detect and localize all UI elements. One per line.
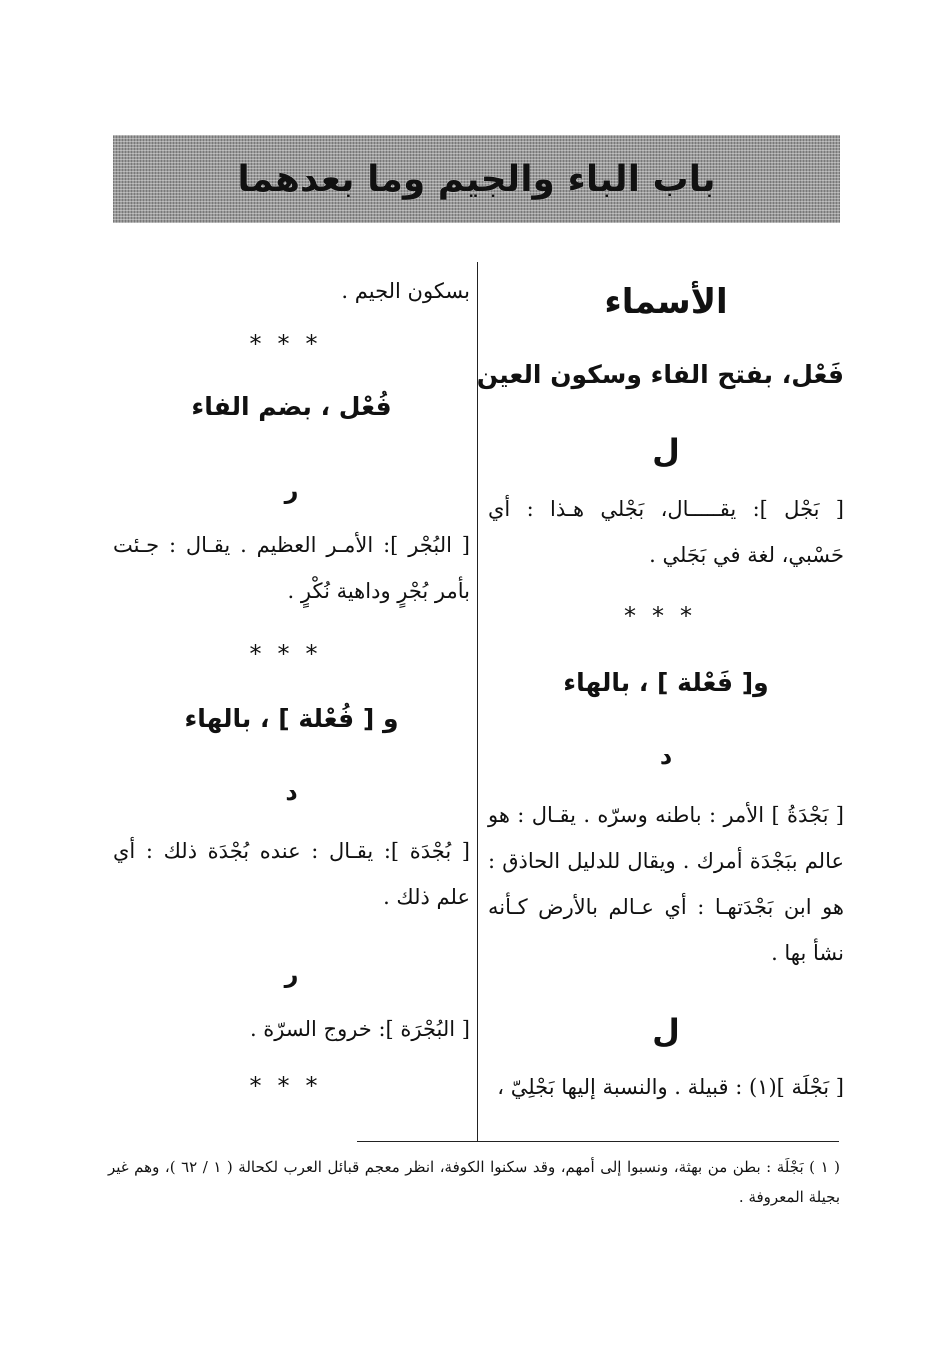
section-title: الأسماء: [604, 282, 728, 322]
letter-heading: ر: [284, 476, 299, 504]
separator-stars: ***: [249, 640, 334, 668]
pattern-heading: فَعْل، بفتح الفاء وسكون العين: [476, 360, 844, 389]
dictionary-entry: [ بُجْدَة ]: يقـال : عنده بُجْدَة ذلك : أي علم ذلك .: [113, 839, 470, 909]
pattern-heading: و [ فُعْلة ] ، بالهاء: [184, 704, 399, 733]
dictionary-entry: [ بَجْدَةُ ] الأمر : باطنه وسرّه . يقـال : هو عالم ببَجْدَة أمرك . ويقال للدليل الحاذق : هو ابن بَجْدَتهـا : أي عـالم بالأرض كـأنه نشأ بها .: [488, 803, 844, 965]
separator-stars: ***: [249, 1072, 334, 1100]
dictionary-entry: [ بَجْلَة ](١) : قبيلة . والنسبة إليها بَجْلِيّ ،: [497, 1075, 844, 1099]
dictionary-entry: [ بَجْل ]: يقـــــال، بَجْلي هـذا : أي حَسْبي، لغة في بَجَلي .: [488, 497, 844, 567]
letter-heading: ل: [652, 1012, 680, 1050]
separator-stars: ***: [249, 330, 334, 358]
continuation-text: بسكون الجيم .: [341, 279, 470, 303]
dictionary-entry: [ البُجْرَة ]: خروج السرّة .: [249, 1017, 470, 1041]
letter-heading: د: [659, 742, 673, 770]
pattern-heading: و[ فَعْلة ] ، بالهاء: [563, 668, 769, 697]
separator-stars: ***: [624, 602, 708, 630]
letter-heading: ل: [652, 432, 680, 470]
chapter-title: باب الباء والجيم وما بعدهما: [237, 158, 716, 200]
footnote: ( ١ ) بَجْلَة : بطن من بهثة، ونسبوا إلى أمهم، وقد سكنوا الكوفة، انظر معجم قبائل العرب لكحالة ( ١ / ٦٢ )، وهم غير بجيلة المعروفة .: [108, 1158, 841, 1206]
footnote-rule: [357, 1141, 839, 1142]
column-divider: [477, 262, 478, 1141]
dictionary-entry: [ البُجْر ]: الأمـر العظيم . يقـال : جـئت بأمر بُجْرٍ وداهية نُكْرٍ .: [113, 533, 470, 603]
letter-heading: ر: [284, 960, 299, 988]
chapter-banner: [113, 135, 840, 223]
pattern-heading: فُعْل ، بضم الفاء: [191, 392, 392, 421]
letter-heading: د: [285, 778, 298, 806]
